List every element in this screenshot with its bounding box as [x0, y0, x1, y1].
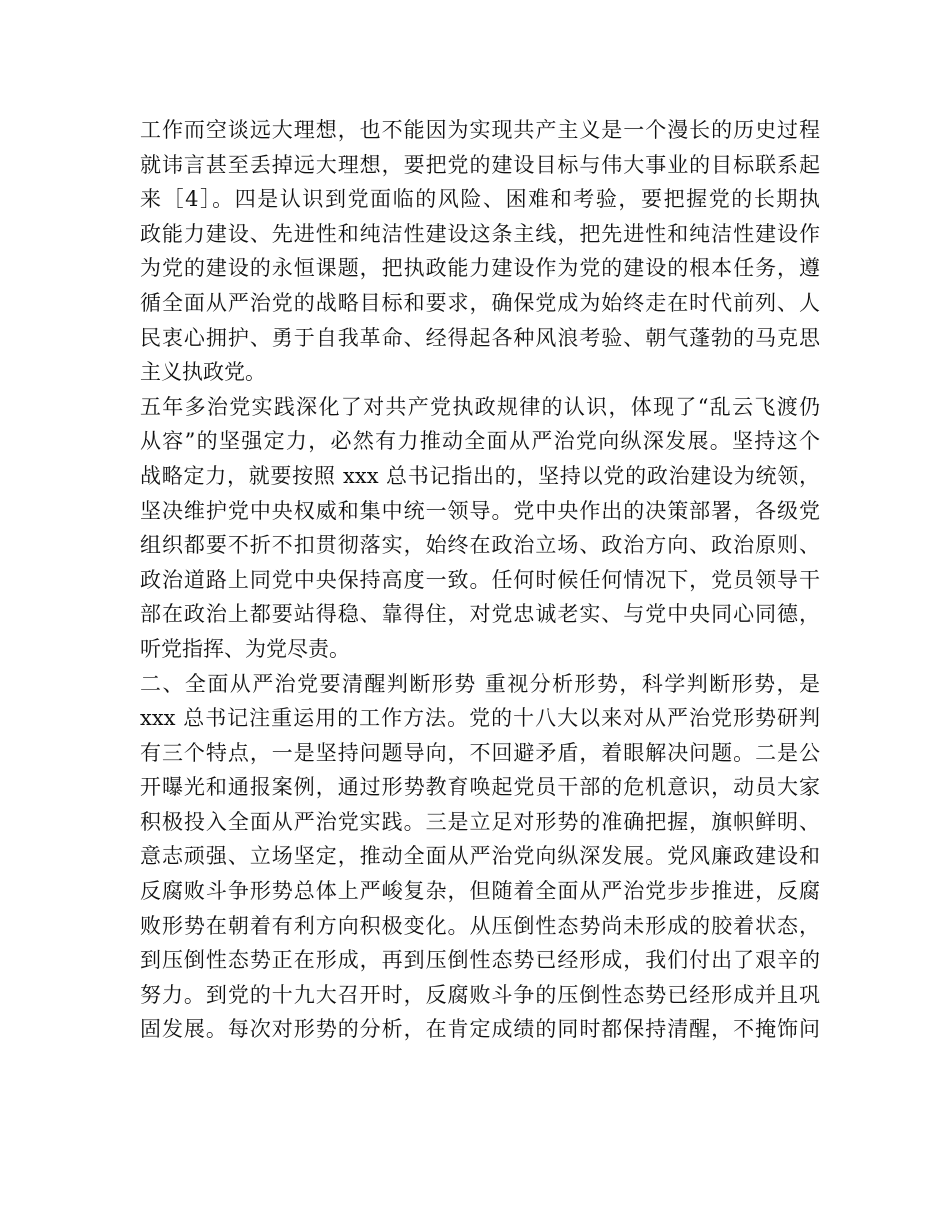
text-line: 固发展。每次对形势的分析，在肯定成绩的同时都保持清醒，不掩饰问 [140, 1017, 820, 1042]
text-line: xxx 总书记注重运用的工作方法。党的十八大以来对从严治党形势研判 [140, 706, 820, 731]
text-line: 来［4］。四是认识到党面临的风险、困难和考验，要把握党的长期执 [140, 187, 820, 212]
text-line: 积极投入全面从严治党实践。三是立足对形势的准确把握，旗帜鲜明、 [140, 809, 820, 834]
text-line: 五年多治党实践深化了对共产党执政规律的认识，体现了“乱云飞渡仍 [140, 394, 820, 419]
text-line: 就讳言甚至丢掉远大理想，要把党的建设目标与伟大事业的目标联系起 [140, 152, 820, 177]
text-line: 听党指挥、为党尽责。 [140, 636, 350, 661]
text-line: 政能力建设、先进性和纯洁性建设这条主线，把先进性和纯洁性建设作 [140, 221, 820, 246]
text-line: 政治道路上同党中央保持高度一致。任何时候任何情况下，党员领导干 [140, 567, 820, 592]
text-line: 败形势在朝着有利方向积极变化。从压倒性态势尚未形成的胶着状态， [140, 913, 820, 938]
text-line: 循全面从严治党的战略目标和要求，确保党成为始终走在时代前列、人 [140, 290, 820, 315]
text-line: 到压倒性态势正在形成，再到压倒性态势已经形成，我们付出了艰辛的 [140, 948, 820, 973]
text-line: 组织都要不折不扣贯彻落实，始终在政治立场、政治方向、政治原则、 [140, 533, 820, 558]
text-line: 为党的建设的永恒课题，把执政能力建设作为党的建设的根本任务，遵 [140, 256, 820, 281]
text-line: 从容”的坚强定力，必然有力推动全面从严治党向纵深发展。坚持这个 [140, 429, 820, 454]
text-line: 反腐败斗争形势总体上严峻复杂，但随着全面从严治党步步推进，反腐 [140, 879, 820, 904]
text-line: 坚决维护党中央权威和集中统一领导。党中央作出的决策部署，各级党 [140, 498, 820, 523]
body-text [140, 113, 820, 1047]
text-line: 战略定力，就要按照 xxx 总书记指出的，坚持以党的政治建设为统领， [140, 463, 820, 488]
text-line: 意志顽强、立场坚定，推动全面从严治党向纵深发展。党风廉政建设和 [140, 844, 820, 869]
text-line: 努力。到党的十九大召开时，反腐败斗争的压倒性态势已经形成并且巩 [140, 982, 820, 1007]
text-line: 民衷心拥护、勇于自我革命、经得起各种风浪考验、朝气蓬勃的马克思 [140, 325, 820, 350]
text-line: 二、全面从严治党要清醒判断形势 重视分析形势，科学判断形势，是 [140, 671, 820, 696]
text-line: 工作而空谈远大理想，也不能因为实现共产主义是一个漫长的历史过程 [140, 118, 820, 142]
text-line: 部在政治上都要站得稳、靠得住，对党忠诚老实、与党中央同心同德， [140, 602, 820, 627]
text-line: 有三个特点，一是坚持问题导向，不回避矛盾，着眼解决问题。二是公 [140, 740, 820, 765]
text-line: 开曝光和通报案例，通过形势教育唤起党员干部的危机意识，动员大家 [140, 775, 820, 800]
text-line: 主义执政党。 [140, 360, 266, 385]
